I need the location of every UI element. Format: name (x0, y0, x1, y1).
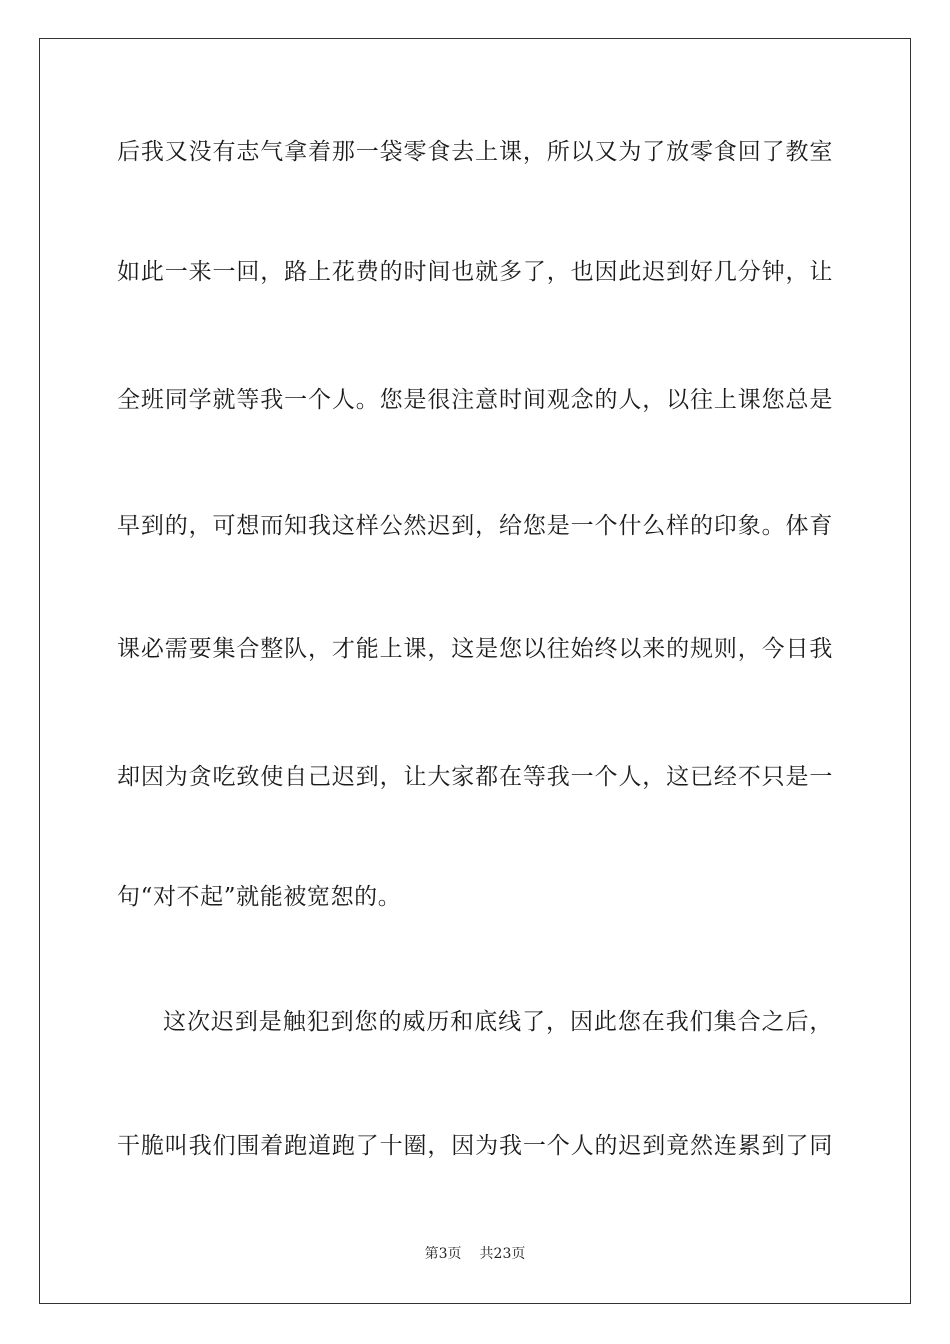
page-footer (0, 1245, 950, 1263)
body-text-line: 全班同学就等我一个人。您是很注意时间观念的人，以往上课您总是 (117, 387, 833, 413)
body-text-line: 后我又没有志气拿着那一袋零食去上课，所以又为了放零食回了教室 (117, 139, 833, 165)
body-text-line: 干脆叫我们围着跑道跑了十圈，因为我一个人的迟到竟然连累到了同 (117, 1133, 833, 1159)
page-border (39, 38, 911, 1304)
paragraph-first-line: 这次迟到是触犯到您的威历和底线了，因此您在我们集合之后， (163, 1009, 833, 1035)
body-text-line: 早到的，可想而知我这样公然迟到，给您是一个什么样的印象。体育 (117, 513, 833, 539)
body-text-line: 句“对不起”就能被宽恕的。 (117, 884, 402, 910)
body-text-line: 如此一来一回，路上花费的时间也就多了，也因此迟到好几分钟，让 (117, 259, 833, 285)
body-text-line: 课必需要集合整队，才能上课，这是您以往始终以来的规则，今日我 (117, 636, 833, 662)
body-text-line: 却因为贪吃致使自己迟到，让大家都在等我一个人，这已经不只是一 (117, 764, 833, 790)
page-total: 共23页 (479, 1246, 526, 1262)
page-number: 第3页 (424, 1246, 462, 1262)
